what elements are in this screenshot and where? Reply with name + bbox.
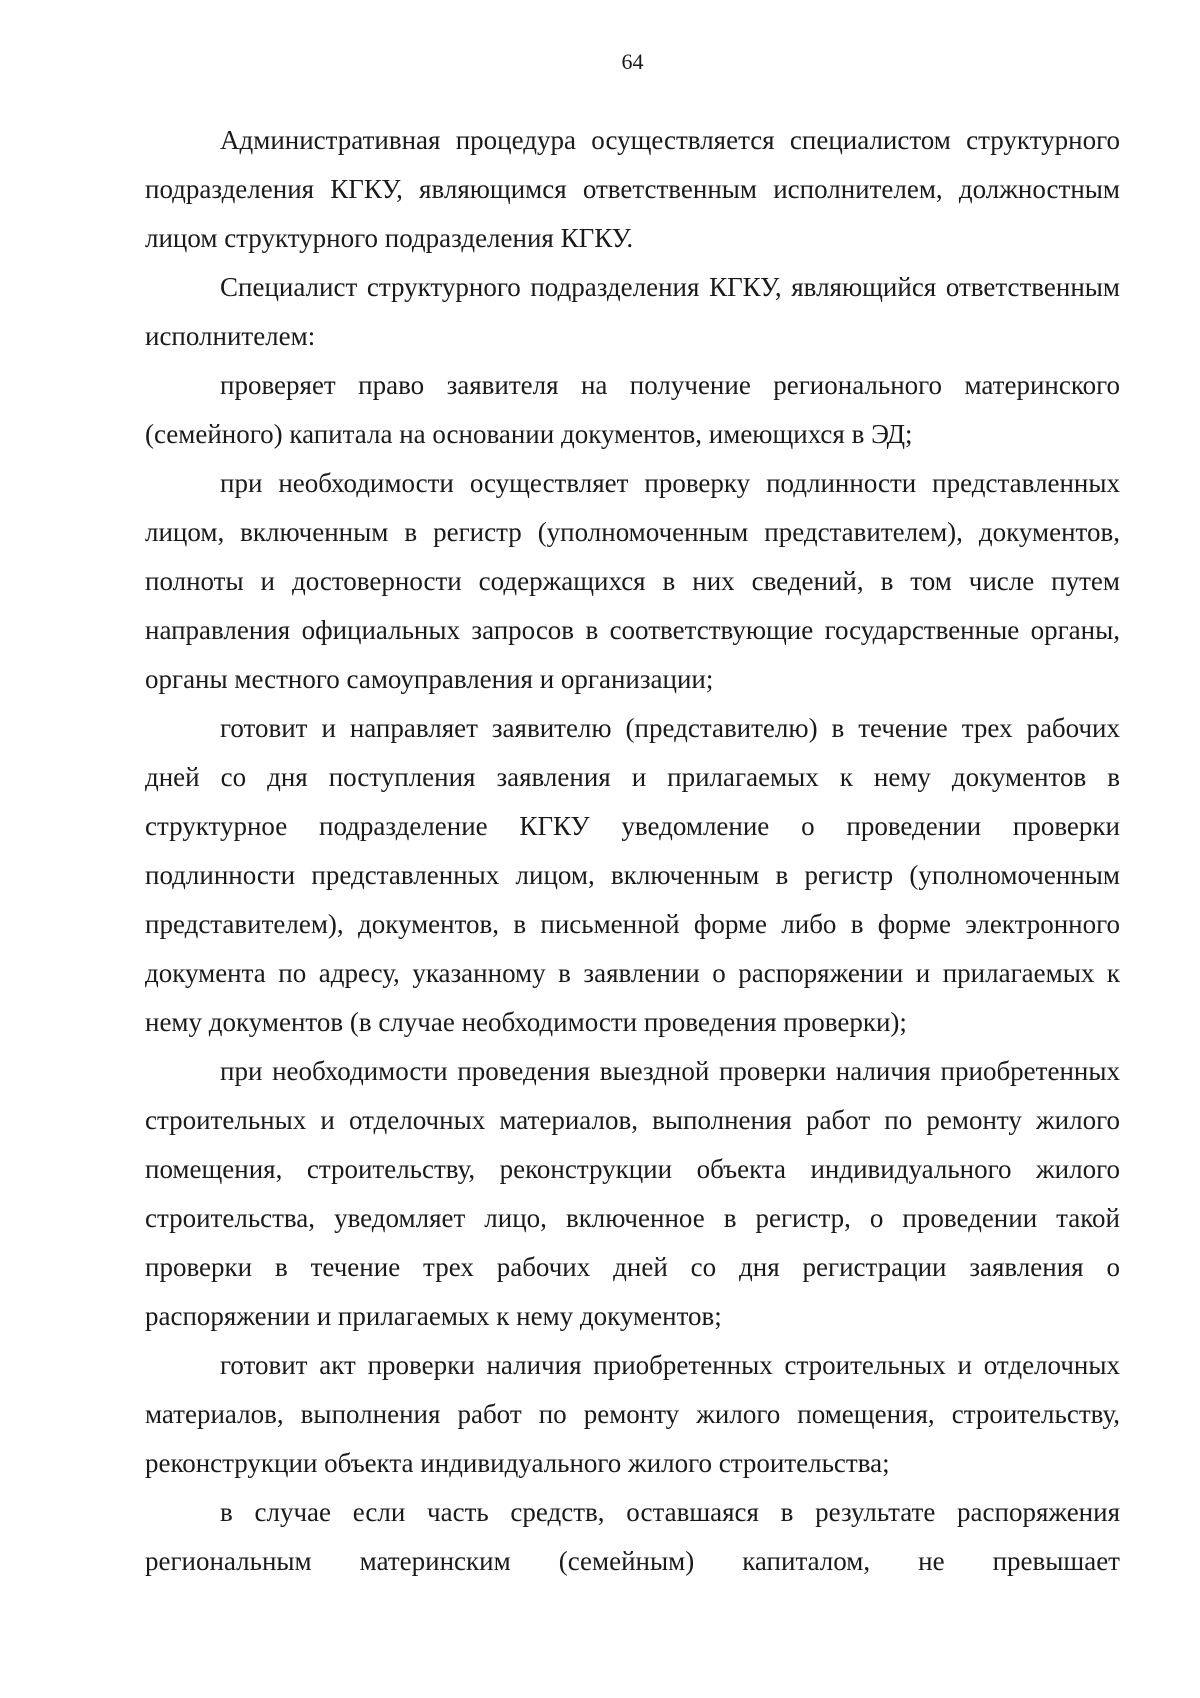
page-number: 64 (621, 49, 644, 74)
paragraph-8: в случае если часть средств, оставшаяся в результате распоряжения региональным материнским (семейным) капиталом, не превышает (145, 1497, 1120, 1576)
paragraph-4: при необходимости осуществляет проверку подлинности представленных лицом, включенным в регистр (уполномоченным представителем), документов, полноты и достоверности содержащихся в них сведений, в том числе путем направления официальных запросов в соответствующие государственные органы, органы местного самоуправления и организации; (145, 468, 1120, 694)
document-body (145, 116, 1120, 1586)
paragraph-1: Административная процедура осуществляется специалистом структурного подразделения КГКУ, являющимся ответственным исполнителем, должностным лицом структурного подразделения КГКУ. (145, 125, 1120, 253)
paragraph-7: готовит акт проверки наличия приобретенных строительных и отделочных материалов, выполнения работ по ремонту жилого помещения, строительству, реконструкции объекта индивидуального жилого строительства; (145, 1350, 1120, 1478)
paragraph-3: проверяет право заявителя на получение регионального материнского (семейного) капитала на основании документов, имеющихся в ЭД; (145, 370, 1120, 449)
paragraph-2: Специалист структурного подразделения КГКУ, являющийся ответственным исполнителем: (145, 272, 1120, 351)
paragraph-5: готовит и направляет заявителю (представителю) в течение трех рабочих дней со дня поступления заявления и прилагаемых к нему документов в структурное подразделение КГКУ уведомление о проведении проверки подлинности представленных лицом, включенным в регистр (уполномоченным представителем), документов, в письменной форме либо в форме электронного документа по адресу, указанному в заявлении о распоряжении и прилагаемых к нему документов (в случае необходимости проведения проверки); (145, 713, 1120, 1037)
paragraph-6: при необходимости проведения выездной проверки наличия приобретенных строительных и отделочных материалов, выполнения работ по ремонту жилого помещения, строительству, реконструкции объекта индивидуального жилого строительства, уведомляет лицо, включенное в регистр, о проведении такой проверки в течение трех рабочих дней со дня регистрации заявления о распоряжении и прилагаемых к нему документов; (145, 1056, 1120, 1331)
